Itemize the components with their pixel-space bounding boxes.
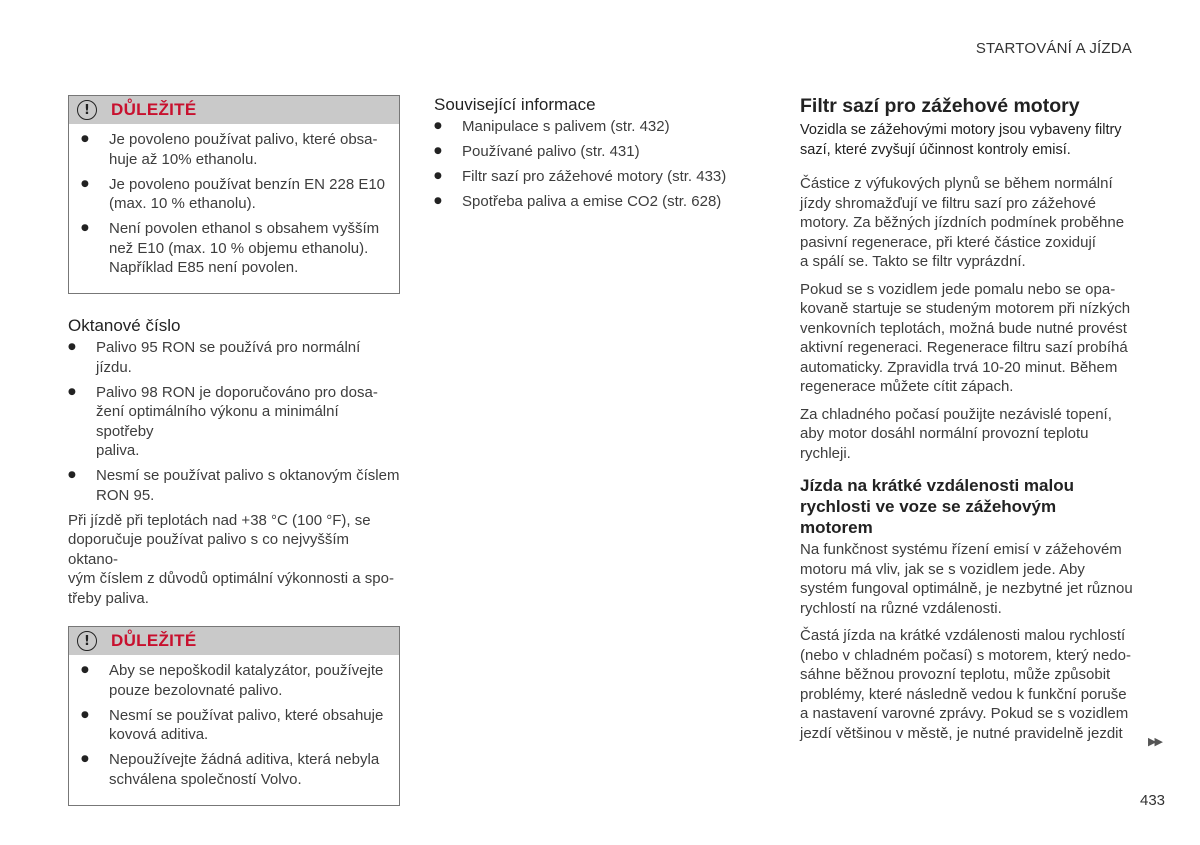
important-list xyxy=(81,130,387,278)
double-arrow-right-icon: ▶▶ xyxy=(1148,736,1161,748)
list-item: ● Palivo 98 RON je doporučováno pro dosa- žení optimálního výkonu a minimální spotřeby paliva. xyxy=(68,383,400,461)
exclamation-icon: ! xyxy=(77,631,97,651)
article-title: Filtr sazí pro zážehové motory xyxy=(800,95,1080,117)
important-list xyxy=(81,661,387,789)
related-info-list xyxy=(434,117,734,212)
list-item: ● Nesmí se používat palivo s oktanovým číslem RON 95. xyxy=(68,466,400,505)
important-box-fuel-ethanol xyxy=(68,95,400,294)
left-column xyxy=(68,95,400,822)
page-number: 433 xyxy=(1140,792,1166,809)
heading-line: Jízda na krátké vzdálenosti malou xyxy=(800,476,1074,495)
article-lead: Vozidla se zážehovými motory jsou vybaveny filtry sazí, které zvyšují účinnost kontroly emisí. xyxy=(800,122,1122,158)
middle-column xyxy=(434,95,734,217)
important-box-title: DŮLEŽITÉ xyxy=(111,100,197,119)
paragraph: Na funkčnost systému řízení emisí v zážehovém motoru má vliv, jak se s vozidlem jede. Aby systém fungoval optimálně, je nezbytné jet různou rychlostí na různé vzdálenosti. xyxy=(800,541,1133,617)
octane-heading: Oktanové číslo xyxy=(68,316,181,335)
related-link[interactable]: ● Manipulace s palivem (str. 432) xyxy=(434,117,734,137)
important-box-body xyxy=(69,124,399,293)
related-info-heading: Související informace xyxy=(434,95,596,114)
octane-list xyxy=(68,338,400,505)
right-column xyxy=(800,95,1135,751)
important-box-body xyxy=(69,655,399,805)
short-trips-heading xyxy=(800,475,1135,538)
list-item: ● Palivo 95 RON se používá pro normální jízdu. xyxy=(68,338,400,377)
important-box-header xyxy=(69,627,399,655)
paragraph: Častá jízda na krátké vzdálenosti malou rychlostí (nebo v chladném počasí) s motorem, který nedo- sáhne běžnou provozní teplotu, může způsobit problémy, které následně vedou k funkční poruše a nastavení varovné zprávy. Pokud se s vozidlem jezdí většinou v městě, je nutné pravidelně jezdit xyxy=(800,627,1131,742)
related-link[interactable]: ● Filtr sazí pro zážehové motory (str. 433) xyxy=(434,167,734,187)
list-item: ● Aby se nepoškodil katalyzátor, používejte pouze bezolovnaté palivo. xyxy=(81,661,387,700)
list-item: ● Nepoužívejte žádná aditiva, která nebyla schválena společností Volvo. xyxy=(81,750,387,789)
related-link[interactable]: ● Spotřeba paliva a emise CO2 (str. 628) xyxy=(434,192,734,212)
list-item: ● Nesmí se používat palivo, které obsahuje kovová aditiva. xyxy=(81,706,387,745)
octane-paragraph: Při jízdě při teplotách nad +38 °C (100 °F), se doporučuje používat palivo s co nejvyšším oktano- vým číslem z důvodů optimální výkonnosti a spo- třeby paliva. xyxy=(68,511,394,607)
paragraph: Pokud se s vozidlem jede pomalu nebo se opa- kovaně startuje se studeným motorem při nízkých venkovních teplotách, možná bude nutné provést aktivní regeneraci. Regenerace filtru sazí probíhá automaticky. Zpravidla trvá 10-20 minut. Během regenerace můžete cítit zápach. xyxy=(800,280,1131,395)
heading-line: motorem xyxy=(800,518,873,537)
paragraph: Za chladného počasí použijte nezávislé topení, aby motor dosáhl normální provozní teplotu rychleji. xyxy=(800,405,1112,462)
important-box-catalyst xyxy=(68,626,400,806)
list-item: ● Je povoleno používat benzín EN 228 E10 (max. 10 % ethanolu). xyxy=(81,175,387,214)
related-link[interactable]: ● Používané palivo (str. 431) xyxy=(434,142,734,162)
heading-line: rychlosti ve voze se zážehovým xyxy=(800,497,1057,516)
list-item: ● Je povoleno používat palivo, které obsa- huje až 10% ethanolu. xyxy=(81,130,387,169)
section-title: STARTOVÁNÍ A JÍZDA xyxy=(975,40,1132,57)
exclamation-icon: ! xyxy=(77,100,97,120)
important-box-title: DŮLEŽITÉ xyxy=(111,631,197,650)
paragraph: Částice z výfukových plynů se během normální jízdy shromažďují ve filtru sazí pro zážehové motory. Za běžných jízdních podmínek proběhne pasivní regenerace, při které částice zoxidují a spálí se. Takto se filtr vyprázdní. xyxy=(800,175,1125,270)
list-item: ● Není povolen ethanol s obsahem vyšším než E10 (max. 10 % objemu ethanolu). Například E85 není povolen. xyxy=(81,219,387,278)
important-box-header xyxy=(69,96,399,124)
